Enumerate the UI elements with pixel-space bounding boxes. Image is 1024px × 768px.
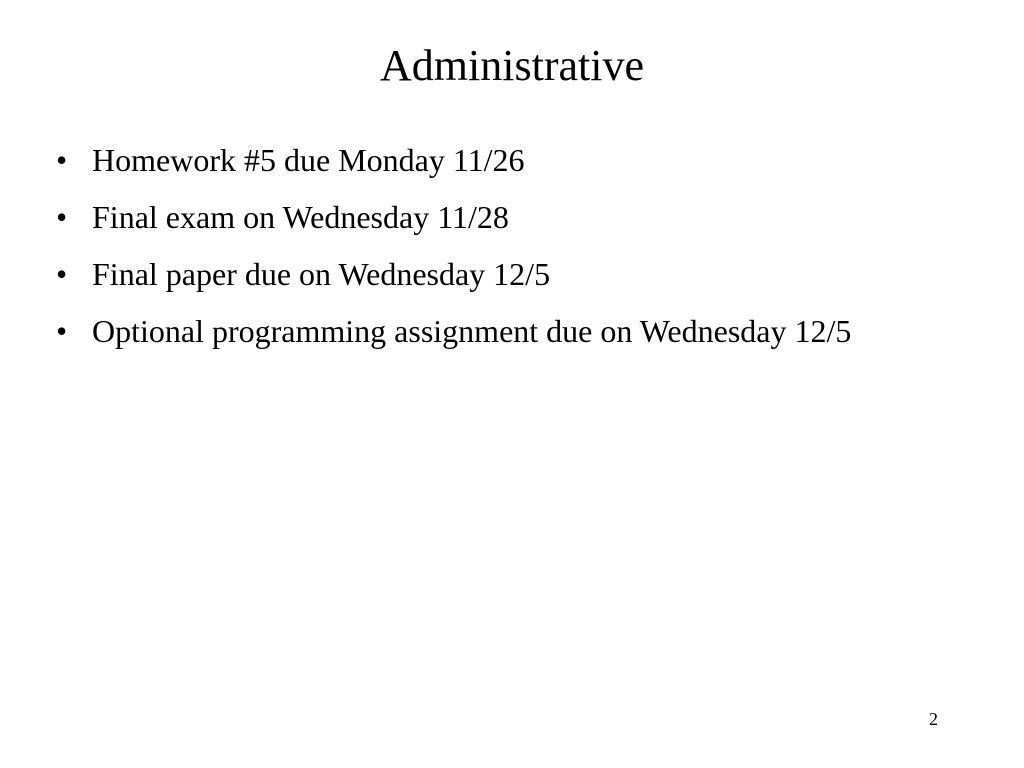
bullet-item-homework [56, 142, 976, 178]
bullet-icon: • [56, 256, 68, 292]
bullet-icon: • [56, 142, 68, 178]
bullet-item-final-paper [56, 256, 976, 292]
bullet-text: Homework #5 due Monday 11/26 [92, 142, 525, 178]
bullet-text: Final exam on Wednesday 11/28 [92, 199, 509, 235]
bullet-list [56, 142, 976, 370]
bullet-item-final-exam [56, 199, 976, 235]
slide-number: 2 [929, 709, 938, 729]
bullet-icon: • [56, 199, 68, 235]
bullet-item-programming-assignment [56, 313, 976, 349]
bullet-icon: • [56, 313, 68, 349]
slide-title: Administrative [380, 41, 644, 90]
bullet-text: Final paper due on Wednesday 12/5 [92, 256, 551, 292]
bullet-text: Optional programming assignment due on Wednesday 12/5 [92, 313, 852, 349]
